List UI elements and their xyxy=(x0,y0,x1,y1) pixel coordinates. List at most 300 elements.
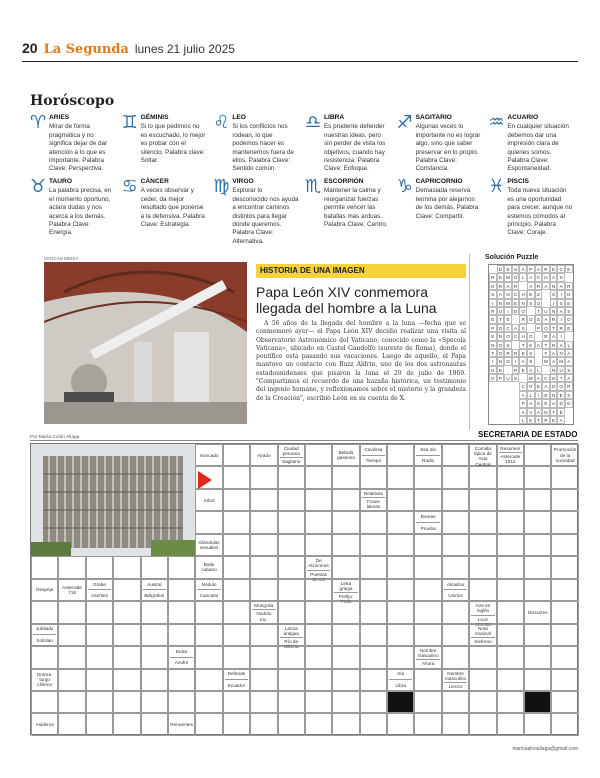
crossword-cell[interactable] xyxy=(497,556,524,578)
crossword-cell[interactable] xyxy=(250,669,277,691)
crossword-cell[interactable] xyxy=(31,556,58,578)
crossword-cell[interactable] xyxy=(497,466,524,488)
crossword-cell[interactable] xyxy=(250,534,277,556)
crossword-cell[interactable] xyxy=(86,713,113,735)
crossword-cell[interactable] xyxy=(250,624,277,646)
solution-cell xyxy=(504,391,512,399)
crossword-cell[interactable] xyxy=(387,646,414,668)
crossword-cell[interactable] xyxy=(223,713,250,735)
crossword-cell[interactable] xyxy=(113,579,140,601)
solution-cell: N xyxy=(497,332,505,340)
crossword-cell[interactable] xyxy=(278,579,305,601)
crossword-cell[interactable] xyxy=(250,579,277,601)
crossword-cell[interactable] xyxy=(442,713,469,735)
crossword-cell[interactable] xyxy=(113,556,140,578)
crossword-cell[interactable] xyxy=(442,624,469,646)
solution-cell: E xyxy=(565,265,573,273)
solution-cell: N xyxy=(550,282,558,290)
crossword-cell[interactable] xyxy=(332,624,359,646)
crossword-cell[interactable] xyxy=(497,646,524,668)
crossword-cell[interactable] xyxy=(58,669,85,691)
crossword-cell[interactable] xyxy=(332,489,359,511)
crossword-cell[interactable] xyxy=(469,489,496,511)
solution-cell: L xyxy=(527,391,535,399)
solution-cell xyxy=(489,399,497,407)
solution-cell: V xyxy=(527,408,535,416)
crossword-cell[interactable] xyxy=(195,466,222,488)
clue-text: Nombre masculino xyxy=(445,670,467,681)
sign-name: ESCORPIÓN xyxy=(323,178,364,185)
crossword-cell[interactable] xyxy=(278,534,305,556)
crossword-cell[interactable] xyxy=(223,466,250,488)
solution-cell: A xyxy=(550,399,558,407)
crossword-cell[interactable] xyxy=(250,713,277,735)
crossword-cell[interactable] xyxy=(195,601,222,623)
issue-date: lunes 21 julio 2025 xyxy=(134,42,235,56)
crossword-cell[interactable] xyxy=(469,466,496,488)
crossword-cell[interactable] xyxy=(141,691,168,713)
crossword-cell[interactable] xyxy=(223,489,250,511)
sign-name: CAPRICORNIO xyxy=(415,178,463,185)
crossword-cell[interactable] xyxy=(168,579,195,601)
solution-cell: E xyxy=(489,332,497,340)
crossword-cell[interactable] xyxy=(551,624,578,646)
crossword-cell[interactable] xyxy=(551,646,578,668)
crossword-cell[interactable] xyxy=(113,624,140,646)
crossword-clue xyxy=(195,489,222,511)
crossword-cell[interactable] xyxy=(524,579,551,601)
crossword-cell[interactable] xyxy=(469,556,496,578)
clue-text: Asteroide 1511 xyxy=(500,454,521,465)
crossword-cell[interactable] xyxy=(332,646,359,668)
crossword-cell[interactable] xyxy=(113,691,140,713)
crossword-cell[interactable] xyxy=(86,624,113,646)
crossword-clue xyxy=(332,579,359,605)
crossword-cell[interactable] xyxy=(497,713,524,735)
crossword-cell[interactable] xyxy=(250,691,277,713)
crossword-cell[interactable] xyxy=(332,556,359,578)
solution-cell: I xyxy=(557,315,565,323)
horoscope-sign xyxy=(30,178,116,238)
crossword-cell[interactable] xyxy=(86,556,113,578)
crossword-cell[interactable] xyxy=(305,489,332,511)
crossword-cell[interactable] xyxy=(360,579,387,601)
crossword-cell[interactable] xyxy=(113,601,140,623)
crossword-clue xyxy=(250,601,277,623)
clue-text: Glándulas sexuales xyxy=(198,539,220,551)
crossword-cell[interactable] xyxy=(497,579,524,601)
horoscope-sign xyxy=(305,114,391,174)
crossword-cell[interactable] xyxy=(141,624,168,646)
solution-cell xyxy=(497,382,505,390)
crossword-cell[interactable] xyxy=(387,624,414,646)
crossword-cell[interactable] xyxy=(387,511,414,533)
crossword-clue xyxy=(195,444,222,466)
solution-cell xyxy=(489,416,497,424)
crossword-cell[interactable] xyxy=(305,691,332,713)
crossword-cell[interactable] xyxy=(58,646,85,668)
crossword-cell[interactable] xyxy=(168,669,195,691)
crossword-cell[interactable] xyxy=(360,646,387,668)
crossword-cell[interactable] xyxy=(524,713,551,735)
solution-cell xyxy=(565,416,573,424)
crossword-cell[interactable] xyxy=(497,669,524,691)
crossword-cell[interactable] xyxy=(141,646,168,668)
crossword-cell[interactable] xyxy=(524,534,551,556)
solution-cell: S xyxy=(527,349,535,357)
crossword-cell[interactable] xyxy=(469,669,496,691)
crossword-cell[interactable] xyxy=(305,579,332,601)
crossword-cell[interactable] xyxy=(332,511,359,533)
crossword-cell[interactable] xyxy=(469,534,496,556)
crossword-cell[interactable] xyxy=(223,691,250,713)
crossword-cell[interactable] xyxy=(414,691,441,713)
clue-text: Lanza antigua xyxy=(283,625,299,636)
crossword-title: SECRETARIA DE ESTADO xyxy=(478,430,578,439)
clue-text: Iría xyxy=(397,671,405,677)
crossword-cell[interactable] xyxy=(442,691,469,713)
solution-cell: I xyxy=(512,357,520,365)
solution-cell: A xyxy=(504,282,512,290)
solution-cell: R xyxy=(550,315,558,323)
crossword-cell[interactable] xyxy=(195,713,222,735)
crossword-cell[interactable] xyxy=(141,556,168,578)
crossword-cell[interactable] xyxy=(442,646,469,668)
crossword-cell[interactable] xyxy=(332,691,359,713)
crossword-cell[interactable] xyxy=(58,624,85,646)
crossword-cell[interactable] xyxy=(250,646,277,668)
solution-cell: O xyxy=(565,399,573,407)
crossword-cell[interactable] xyxy=(469,691,496,713)
crossword-cell[interactable] xyxy=(195,646,222,668)
solution-cell xyxy=(535,332,543,340)
clue-text: Prueba xyxy=(420,525,436,531)
crossword-clue xyxy=(168,713,195,735)
clue-text: Asteroide 718 xyxy=(62,584,82,595)
solution-cell: A xyxy=(542,282,550,290)
crossword-cell[interactable] xyxy=(469,579,496,601)
solution-cell xyxy=(497,416,505,424)
crossword-cell[interactable] xyxy=(360,713,387,735)
solution-cell: E xyxy=(519,349,527,357)
solution-cell: N xyxy=(550,366,558,374)
solution-cell: D xyxy=(557,399,565,407)
crossword-cell[interactable] xyxy=(305,601,332,623)
crossword-cell[interactable] xyxy=(524,489,551,511)
crossword-cell[interactable] xyxy=(442,556,469,578)
crossword-cell[interactable] xyxy=(360,669,387,691)
crossword-cell[interactable] xyxy=(469,646,496,668)
crossword-cell[interactable] xyxy=(524,646,551,668)
clue-text: Azufre xyxy=(174,660,189,666)
clue-text: Baile cubano xyxy=(201,562,217,573)
crossword-cell[interactable] xyxy=(278,691,305,713)
crossword-cell[interactable] xyxy=(387,444,414,466)
solution-cell xyxy=(535,357,543,365)
solution-cell: O xyxy=(519,307,527,315)
crossword-cell[interactable] xyxy=(387,601,414,623)
crossword-cell[interactable] xyxy=(442,489,469,511)
crossword-cell[interactable] xyxy=(278,489,305,511)
solution-cell: A xyxy=(565,374,573,382)
solution-cell xyxy=(512,382,520,390)
crossword-clue xyxy=(31,624,58,646)
horoscope-sign xyxy=(488,114,574,174)
solution-cell: E xyxy=(557,408,565,416)
crossword-cell[interactable] xyxy=(414,534,441,556)
crossword-cell[interactable] xyxy=(278,669,305,691)
sign-text: Si lo que pedimos no es escuchado, lo mejor es probar con el silencio. Palabra clave: Soltar. xyxy=(140,123,206,165)
crossword-cell[interactable] xyxy=(141,669,168,691)
crossword-cell[interactable] xyxy=(113,646,140,668)
solution-cell xyxy=(512,416,520,424)
crossword-cell[interactable] xyxy=(58,713,85,735)
solution-cell: S xyxy=(550,290,558,298)
solution-cell xyxy=(489,408,497,416)
solution-cell xyxy=(542,299,550,307)
crossword-cell[interactable] xyxy=(414,669,441,691)
solution-cell: I xyxy=(489,357,497,365)
solution-cell: P xyxy=(519,399,527,407)
crossword-cell[interactable] xyxy=(250,489,277,511)
crossword-cell[interactable] xyxy=(195,624,222,646)
crossword-cell[interactable] xyxy=(113,713,140,735)
crossword-cell[interactable] xyxy=(223,646,250,668)
crossword-cell[interactable] xyxy=(223,511,250,533)
crossword-cell[interactable] xyxy=(223,579,250,601)
solution-cell: T xyxy=(550,408,558,416)
clue-text: Defende xyxy=(227,671,246,677)
crossword-cell[interactable] xyxy=(113,669,140,691)
sign-text: Demasiada reserva termina por alejarnos de los demás. Palabra Clave: Compartir. xyxy=(415,187,479,220)
solution-cell: S xyxy=(565,366,573,374)
crossword-cell[interactable] xyxy=(278,646,305,668)
crossword-cell[interactable] xyxy=(551,489,578,511)
crossword-cell[interactable] xyxy=(250,466,277,488)
crossword-cell[interactable] xyxy=(58,556,85,578)
crossword-cell[interactable] xyxy=(387,556,414,578)
clue-text: Despeja xyxy=(36,587,54,593)
clue-text: Asentes xyxy=(91,593,108,599)
crossword-cell[interactable] xyxy=(168,556,195,578)
solution-cell: N xyxy=(497,357,505,365)
crossword-clue xyxy=(360,489,387,511)
crossword-clue xyxy=(278,444,305,466)
crossword-cell[interactable] xyxy=(31,691,58,713)
crossword-cell[interactable] xyxy=(195,511,222,533)
crossword-cell[interactable] xyxy=(86,646,113,668)
crossword-cell[interactable] xyxy=(278,713,305,735)
crossword-cell[interactable] xyxy=(86,669,113,691)
crossword-cell[interactable] xyxy=(442,444,469,466)
crossword-cell[interactable] xyxy=(551,713,578,735)
crossword-cell[interactable] xyxy=(414,713,441,735)
solution-cell: E xyxy=(504,315,512,323)
crossword-cell[interactable] xyxy=(305,466,332,488)
crossword-cell[interactable] xyxy=(223,556,250,578)
solution-cell xyxy=(512,341,520,349)
solution-cell: R xyxy=(565,382,573,390)
crossword-cell[interactable] xyxy=(141,601,168,623)
solution-cell: E xyxy=(504,265,512,273)
solution-cell: E xyxy=(527,416,535,424)
crossword-cell[interactable] xyxy=(524,466,551,488)
solution-cell: O xyxy=(542,324,550,332)
crossword-cell[interactable] xyxy=(442,601,469,623)
crossword-cell[interactable] xyxy=(442,466,469,488)
crossword-cell[interactable] xyxy=(360,556,387,578)
solution-cell: C xyxy=(542,374,550,382)
crossword-cell[interactable] xyxy=(497,691,524,713)
zodiac-icon: ♉ xyxy=(30,176,47,197)
crossword-cell[interactable] xyxy=(305,511,332,533)
telescope-photo xyxy=(44,262,247,424)
solution-cell: N xyxy=(557,349,565,357)
crossword-cell[interactable] xyxy=(141,713,168,735)
solution-cell: S xyxy=(535,399,543,407)
crossword-cell[interactable] xyxy=(360,601,387,623)
crossword-cell[interactable] xyxy=(551,669,578,691)
crossword-cell[interactable] xyxy=(387,713,414,735)
solution-cell: E xyxy=(489,315,497,323)
crossword-cell[interactable] xyxy=(305,669,332,691)
clue-text: De Alcoceras xyxy=(308,558,329,569)
crossword-cell[interactable] xyxy=(86,601,113,623)
crossword-cell[interactable] xyxy=(305,624,332,646)
clue-text: Nódulo xyxy=(201,581,217,587)
crossword-cell[interactable] xyxy=(168,691,195,713)
crossword-cell[interactable] xyxy=(332,669,359,691)
crossword-cell[interactable] xyxy=(387,534,414,556)
crossword-cell[interactable] xyxy=(58,691,85,713)
crossword-cell[interactable] xyxy=(497,624,524,646)
crossword-cell[interactable] xyxy=(250,556,277,578)
crossword-cell[interactable] xyxy=(497,534,524,556)
crossword-cell[interactable] xyxy=(414,556,441,578)
crossword-cell[interactable] xyxy=(86,691,113,713)
sign-text: Si los conflictos nos rodean, lo que podemos hacer es mantenernos fuera de ellos. Palabra Clave: Sentido común. xyxy=(232,123,294,173)
crossword-cell[interactable] xyxy=(278,466,305,488)
crossword-cell[interactable] xyxy=(31,601,58,623)
clue-text: Discurres xyxy=(527,609,548,615)
crossword-cell[interactable] xyxy=(278,511,305,533)
solution-cell: M xyxy=(506,300,510,306)
clue-text: Bélgrafos xyxy=(144,593,165,599)
crossword-cell[interactable] xyxy=(387,579,414,601)
clue-text: Nombre masculino xyxy=(417,648,439,659)
crossword-cell[interactable] xyxy=(551,556,578,578)
crossword-cell[interactable] xyxy=(168,601,195,623)
solution-cell: S xyxy=(504,341,512,349)
crossword-cell[interactable] xyxy=(497,511,524,533)
crossword-cell[interactable] xyxy=(524,669,551,691)
crossword-cell[interactable] xyxy=(31,646,58,668)
crossword-cell[interactable] xyxy=(524,624,551,646)
crossword-cell[interactable] xyxy=(524,511,551,533)
zodiac-icon: ♊ xyxy=(121,112,138,133)
crossword-cell[interactable] xyxy=(305,713,332,735)
crossword-cell[interactable] xyxy=(551,534,578,556)
crossword-cell[interactable] xyxy=(250,511,277,533)
crossword-cell[interactable] xyxy=(223,624,250,646)
crossword-cell[interactable] xyxy=(278,556,305,578)
crossword-cell[interactable] xyxy=(387,489,414,511)
solution-cell: U xyxy=(504,374,512,382)
crossword-clue xyxy=(360,444,387,466)
crossword-cell[interactable] xyxy=(551,579,578,601)
crossword-cell[interactable] xyxy=(278,601,305,623)
solution-cell xyxy=(565,332,573,340)
crossword-cell[interactable] xyxy=(524,556,551,578)
crossword-cell[interactable] xyxy=(442,534,469,556)
crossword-cell[interactable] xyxy=(223,601,250,623)
crossword-cell[interactable] xyxy=(469,713,496,735)
solution-cell: O xyxy=(550,374,558,382)
crossword-cell[interactable] xyxy=(223,534,250,556)
crossword-cell[interactable] xyxy=(360,624,387,646)
crossword-cell[interactable] xyxy=(360,534,387,556)
crossword-cell[interactable] xyxy=(414,601,441,623)
crossword-cell[interactable] xyxy=(168,624,195,646)
solution-cell: T xyxy=(519,341,527,349)
solution-cell: T xyxy=(535,307,543,315)
crossword-cell[interactable] xyxy=(387,691,414,713)
crossword-cell[interactable] xyxy=(360,511,387,533)
crossword-cell[interactable] xyxy=(414,466,441,488)
solution-cell: L xyxy=(565,341,573,349)
crossword-cell[interactable] xyxy=(524,691,551,713)
crossword-cell[interactable] xyxy=(551,601,578,623)
solution-cell: S xyxy=(557,299,565,307)
clue-text: Invocado xyxy=(199,452,219,458)
crossword-cell[interactable] xyxy=(332,466,359,488)
crossword-cell[interactable] xyxy=(332,534,359,556)
crossword-cell[interactable] xyxy=(551,511,578,533)
crossword-cell[interactable] xyxy=(332,601,359,623)
zodiac-icon: ♍ xyxy=(213,176,230,197)
crossword-clue xyxy=(195,534,222,556)
clue-text: Río de Siberia xyxy=(283,639,299,650)
crossword-cell[interactable] xyxy=(497,601,524,623)
crossword-cell[interactable] xyxy=(524,444,551,466)
crossword-cell[interactable] xyxy=(223,444,250,466)
crossword-cell[interactable] xyxy=(497,489,524,511)
crossword-cell[interactable] xyxy=(414,579,441,601)
crossword-cell[interactable] xyxy=(360,466,387,488)
crossword-cell[interactable] xyxy=(551,466,578,488)
crossword-cell[interactable] xyxy=(332,713,359,735)
crossword-cell[interactable] xyxy=(387,466,414,488)
solution-cell: C xyxy=(535,273,543,281)
crossword-cell[interactable] xyxy=(305,444,332,466)
crossword-cell[interactable] xyxy=(469,511,496,533)
solution-cell: A xyxy=(557,341,565,349)
crossword-cell[interactable] xyxy=(414,489,441,511)
crossword-cell[interactable] xyxy=(305,534,332,556)
crossword-cell[interactable] xyxy=(195,691,222,713)
crossword-cell[interactable] xyxy=(414,624,441,646)
solution-cell: E xyxy=(565,299,573,307)
sign-name: SAGITARIO xyxy=(415,114,452,121)
sign-text: Algunas veces lo importante no es lograr algo, sino que saber preservar en lo propio. Palabra Clave: Constancia. xyxy=(415,123,481,173)
crossword-cell[interactable] xyxy=(360,691,387,713)
crossword-cell[interactable] xyxy=(195,669,222,691)
crossword-cell[interactable] xyxy=(551,691,578,713)
crossword-cell[interactable] xyxy=(305,646,332,668)
crossword-cell[interactable] xyxy=(58,601,85,623)
solution-cell: E xyxy=(557,391,565,399)
crossword-cell[interactable] xyxy=(442,511,469,533)
